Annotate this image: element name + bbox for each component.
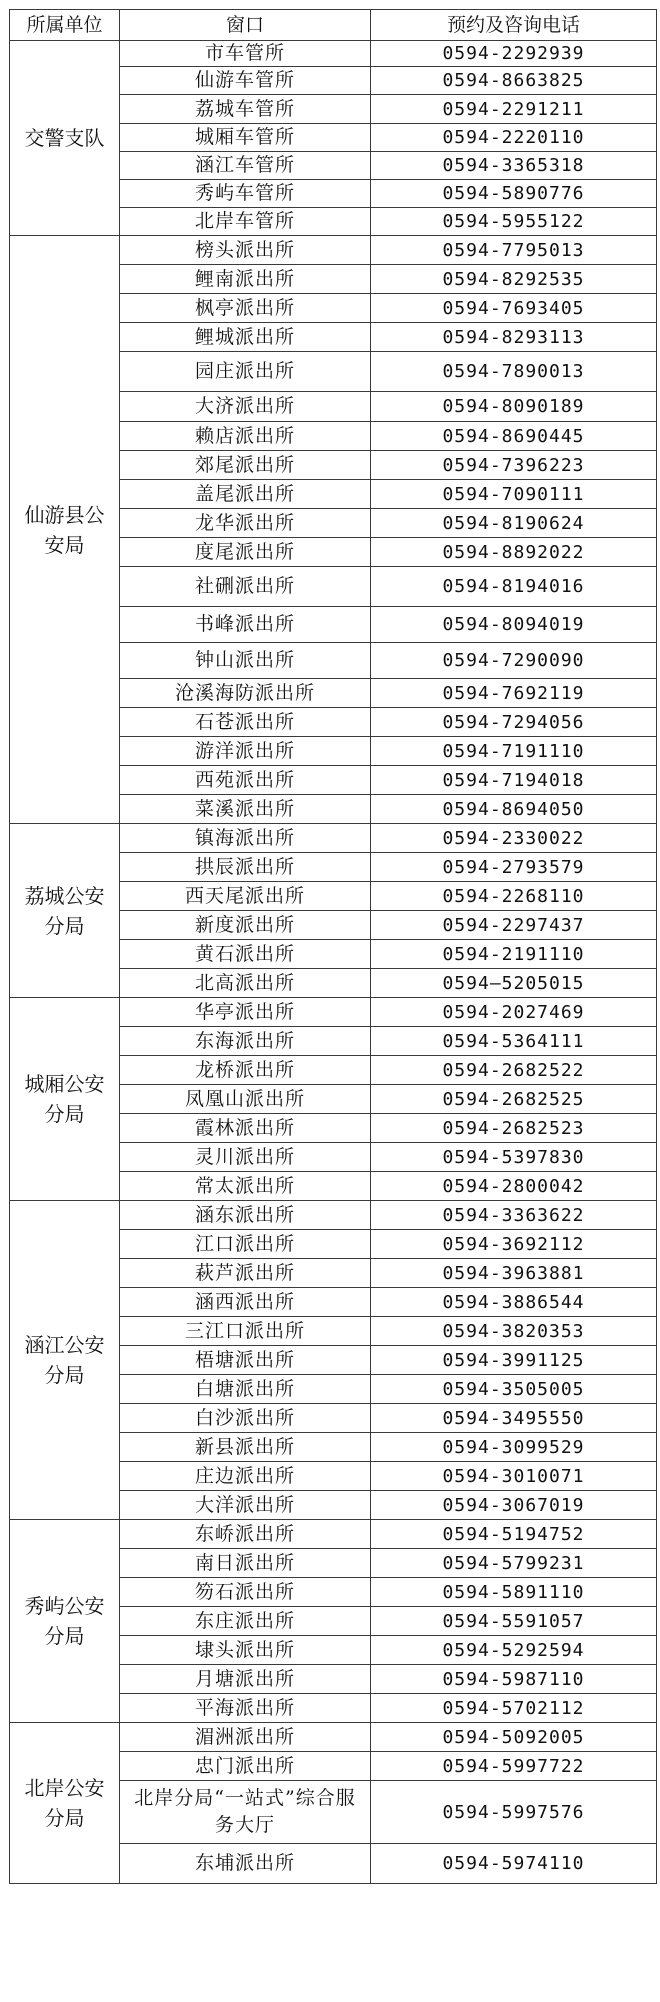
table-body [10, 41, 657, 1884]
window-cell: 萩芦派出所 [120, 1259, 371, 1288]
phone-cell: 0594-2682525 [371, 1085, 657, 1114]
window-cell: 白塘派出所 [120, 1375, 371, 1404]
contact-document [9, 9, 656, 1884]
phone-cell: 0594-8663825 [371, 67, 657, 95]
unit-cell: 秀屿公安分局 [10, 1520, 120, 1723]
phone-cell: 0594-3363622 [371, 1201, 657, 1230]
window-cell: 书峰派出所 [120, 607, 371, 643]
phone-cell: 0594-7294056 [371, 708, 657, 737]
table-row [10, 236, 657, 265]
window-cell: 埭头派出所 [120, 1636, 371, 1665]
phone-cell: 0594-8194016 [371, 567, 657, 607]
phone-cell: 0594-7795013 [371, 236, 657, 265]
unit-cell: 城厢公安分局 [10, 998, 120, 1201]
table-row [10, 1723, 657, 1752]
phone-cell: 0594-5194752 [371, 1520, 657, 1549]
window-cell: 龙桥派出所 [120, 1056, 371, 1085]
window-cell: 枫亭派出所 [120, 294, 371, 323]
window-cell: 梧塘派出所 [120, 1346, 371, 1375]
phone-cell: 0594-7290090 [371, 643, 657, 679]
phone-cell: 0594-3692112 [371, 1230, 657, 1259]
window-cell: 霞林派出所 [120, 1114, 371, 1143]
phone-cell: 0594-5702112 [371, 1694, 657, 1723]
window-cell: 黄石派出所 [120, 940, 371, 969]
phone-cell: 0594-5955122 [371, 208, 657, 236]
phone-cell: 0594-7191110 [371, 737, 657, 766]
window-cell: 东峤派出所 [120, 1520, 371, 1549]
window-cell: 鲤南派出所 [120, 265, 371, 294]
phone-cell: 0594-5092005 [371, 1723, 657, 1752]
unit-cell: 北岸公安分局 [10, 1723, 120, 1884]
phone-cell: 0594-5799231 [371, 1549, 657, 1578]
phone-cell: 0594-5997722 [371, 1752, 657, 1781]
phone-cell: 0594-2291211 [371, 95, 657, 124]
window-cell: 度尾派出所 [120, 538, 371, 567]
window-cell: 北岸车管所 [120, 208, 371, 236]
table-row [10, 41, 657, 67]
phone-cell: 0594-8292535 [371, 265, 657, 294]
phone-cell: 0594-5591057 [371, 1607, 657, 1636]
phone-cell: 0594-5891110 [371, 1578, 657, 1607]
table-row [10, 1520, 657, 1549]
window-cell: 赖店派出所 [120, 422, 371, 451]
header-row [10, 10, 657, 41]
window-cell: 东海派出所 [120, 1027, 371, 1056]
window-cell: 新度派出所 [120, 911, 371, 940]
window-cell: 游洋派出所 [120, 737, 371, 766]
phone-cell: 0594-3886544 [371, 1288, 657, 1317]
phone-cell: 0594-2330022 [371, 824, 657, 853]
phone-cell: 0594-8090189 [371, 392, 657, 422]
window-cell: 忠门派出所 [120, 1752, 371, 1781]
phone-cell: 0594-8293113 [371, 323, 657, 352]
phone-cell: 0594-2027469 [371, 998, 657, 1027]
phone-cell: 0594-2220110 [371, 124, 657, 152]
window-cell: 仙游车管所 [120, 67, 371, 95]
phone-cell: 0594-7194018 [371, 766, 657, 795]
phone-cell: 0594-7090111 [371, 480, 657, 509]
header-window: 窗口 [120, 10, 371, 41]
window-cell: 新县派出所 [120, 1433, 371, 1462]
phone-cell: 0594-2297437 [371, 911, 657, 940]
unit-cell: 涵江公安分局 [10, 1201, 120, 1520]
phone-cell: 0594-7692119 [371, 679, 657, 708]
phone-cell: 0594-5987110 [371, 1665, 657, 1694]
window-cell: 凤凰山派出所 [120, 1085, 371, 1114]
phone-cell: 0594-2292939 [371, 41, 657, 67]
window-cell: 龙华派出所 [120, 509, 371, 538]
window-cell: 北高派出所 [120, 969, 371, 998]
table-row [10, 998, 657, 1027]
window-cell: 月塘派出所 [120, 1665, 371, 1694]
window-cell: 城厢车管所 [120, 124, 371, 152]
window-cell: 镇海派出所 [120, 824, 371, 853]
window-cell: 西天尾派出所 [120, 882, 371, 911]
phone-cell: 0594-2268110 [371, 882, 657, 911]
window-cell: 华亭派出所 [120, 998, 371, 1027]
unit-cell: 荔城公安分局 [10, 824, 120, 998]
window-cell: 沧溪海防派出所 [120, 679, 371, 708]
table-row [10, 824, 657, 853]
window-cell: 常太派出所 [120, 1172, 371, 1201]
window-cell: 鲤城派出所 [120, 323, 371, 352]
window-cell: 平海派出所 [120, 1694, 371, 1723]
window-cell: 石苍派出所 [120, 708, 371, 737]
window-cell: 市车管所 [120, 41, 371, 67]
phone-cell: 0594-3963881 [371, 1259, 657, 1288]
window-cell: 涵江车管所 [120, 152, 371, 180]
window-cell: 秀屿车管所 [120, 180, 371, 208]
phone-cell: 0594-8694050 [371, 795, 657, 824]
phone-cell: 0594-5364111 [371, 1027, 657, 1056]
window-cell: 园庄派出所 [120, 352, 371, 392]
window-cell: 郊尾派出所 [120, 451, 371, 480]
phone-cell: 0594-8190624 [371, 509, 657, 538]
window-cell: 东庄派出所 [120, 1607, 371, 1636]
phone-cell: 0594-8094019 [371, 607, 657, 643]
window-cell: 社硎派出所 [120, 567, 371, 607]
window-cell: 盖尾派出所 [120, 480, 371, 509]
phone-cell: 0594-7693405 [371, 294, 657, 323]
window-cell: 拱辰派出所 [120, 853, 371, 882]
contact-table [9, 9, 657, 1884]
phone-cell: 0594-3820353 [371, 1317, 657, 1346]
window-cell: 涵西派出所 [120, 1288, 371, 1317]
phone-cell: 0594-5890776 [371, 180, 657, 208]
phone-cell: 0594-3365318 [371, 152, 657, 180]
phone-cell: 0594-3010071 [371, 1462, 657, 1491]
header-phone: 预约及咨询电话 [371, 10, 657, 41]
window-cell: 钟山派出所 [120, 643, 371, 679]
window-cell: 灵川派出所 [120, 1143, 371, 1172]
unit-cell: 仙游县公安局 [10, 236, 120, 824]
phone-cell: 0594-2793579 [371, 853, 657, 882]
window-cell: 东埔派出所 [120, 1844, 371, 1884]
unit-cell: 交警支队 [10, 41, 120, 236]
phone-cell: 0594-5292594 [371, 1636, 657, 1665]
phone-cell: 0594-8690445 [371, 422, 657, 451]
phone-cell: 0594-2800042 [371, 1172, 657, 1201]
window-cell: 荔城车管所 [120, 95, 371, 124]
window-cell: 西苑派出所 [120, 766, 371, 795]
phone-cell: 0594-2191110 [371, 940, 657, 969]
window-cell: 北岸分局“一站式”综合服务大厅 [120, 1781, 371, 1844]
window-cell: 白沙派出所 [120, 1404, 371, 1433]
phone-cell: 0594-8892022 [371, 538, 657, 567]
window-cell: 湄洲派出所 [120, 1723, 371, 1752]
phone-cell: 0594-3099529 [371, 1433, 657, 1462]
window-cell: 大洋派出所 [120, 1491, 371, 1520]
phone-cell: 0594-3991125 [371, 1346, 657, 1375]
phone-cell: 0594-2682523 [371, 1114, 657, 1143]
phone-cell: 0594-5397830 [371, 1143, 657, 1172]
window-cell: 大济派出所 [120, 392, 371, 422]
window-cell: 三江口派出所 [120, 1317, 371, 1346]
phone-cell: 0594-3505005 [371, 1375, 657, 1404]
table-row [10, 1201, 657, 1230]
phone-cell: 0594-2682522 [371, 1056, 657, 1085]
phone-cell: 0594-3067019 [371, 1491, 657, 1520]
window-cell: 菜溪派出所 [120, 795, 371, 824]
phone-cell: 0594-7396223 [371, 451, 657, 480]
phone-cell: 0594—5205015 [371, 969, 657, 998]
window-cell: 涵东派出所 [120, 1201, 371, 1230]
phone-cell: 0594-7890013 [371, 352, 657, 392]
phone-cell: 0594-5974110 [371, 1844, 657, 1884]
phone-cell: 0594-3495550 [371, 1404, 657, 1433]
window-cell: 南日派出所 [120, 1549, 371, 1578]
window-cell: 江口派出所 [120, 1230, 371, 1259]
phone-cell: 0594-5997576 [371, 1781, 657, 1844]
window-cell: 榜头派出所 [120, 236, 371, 265]
window-cell: 笏石派出所 [120, 1578, 371, 1607]
header-unit: 所属单位 [10, 10, 120, 41]
window-cell: 庄边派出所 [120, 1462, 371, 1491]
